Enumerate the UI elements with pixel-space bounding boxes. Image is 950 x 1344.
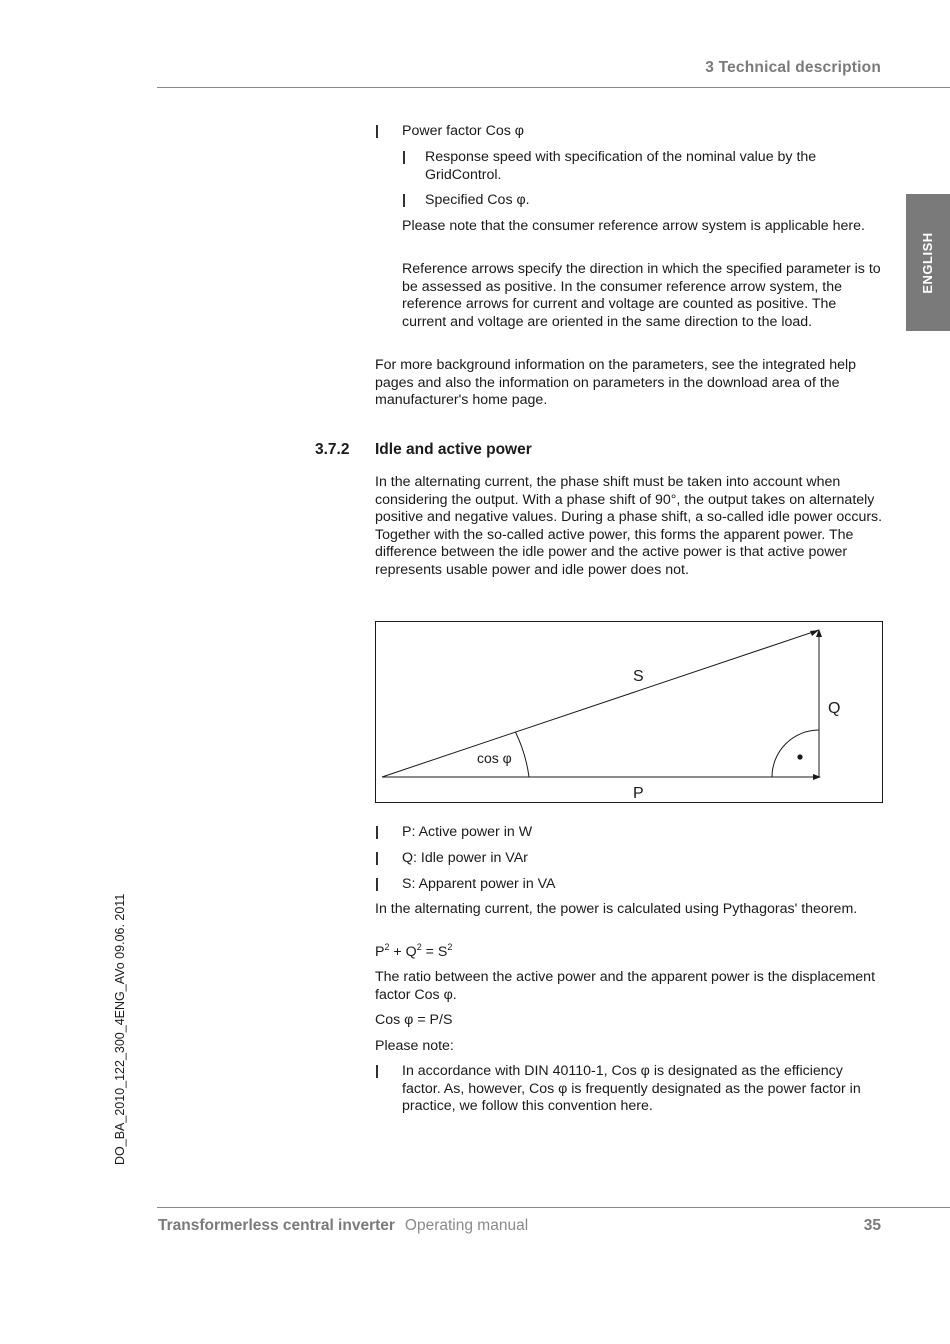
bullet-mark: |: [402, 149, 406, 165]
formula-pythagoras: [375, 944, 883, 962]
formula-exp: 2: [447, 942, 453, 952]
formula-eq-s: = S: [421, 944, 448, 960]
language-tab-label: ENGLISH: [920, 231, 936, 294]
legend-text: Q: Idle power in VAr: [402, 850, 528, 866]
angle-arc: [516, 732, 530, 777]
section-intro: In the alternating current, the phase shift must be taken into account when considering the output. With a phase shift of 90°, the output takes on alternately positive and negative values. During a phase shift, a so-called idle power occurs. Together with the so-called active power, this forms the apparent power. The difference between the idle power and the active power is that active power represents usable power and idle power does not.: [375, 474, 883, 578]
bullet-mark: |: [375, 876, 379, 892]
bullet-mark: |: [375, 1063, 379, 1079]
diagram-frame: [376, 622, 883, 803]
please-note-label: Please note:: [375, 1038, 454, 1054]
page-number: 35: [863, 1217, 881, 1234]
document-code: DO_BA_2010_122_300_4ENG_AVo 09.06. 2011: [113, 893, 127, 1165]
power-triangle-diagram: [375, 621, 883, 803]
label-q: Q: [828, 700, 841, 717]
legend-text: S: Apparent power in VA: [402, 876, 556, 892]
paragraph-background-info: For more background information on the parameters, see the integrated help pages and also the information on parameters in the download area of the manufacturer's home page.: [375, 357, 857, 409]
formula-exp: 2: [384, 942, 390, 952]
note-reference-arrows-explained: Reference arrows specify the direction in which the specified parameter is to be assessed as positive. In the consumer reference arrow system, the reference arrows for current and voltage are counted as positive. The current and voltage are oriented in the same direction to the load.: [402, 261, 881, 330]
bullet-text: Response speed with specification of the nominal value by the GridControl.: [425, 149, 817, 183]
bullet-text: Specified Cos φ.: [425, 192, 530, 208]
label-p: P: [633, 785, 644, 802]
footer-title: [158, 1217, 528, 1235]
formula-plus-q: + Q: [389, 944, 417, 960]
section-title: Idle and active power: [375, 441, 532, 458]
footer-product: Transformerless central inverter: [158, 1217, 395, 1234]
bullet-mark: |: [375, 850, 379, 866]
bullet-mark: |: [375, 123, 379, 139]
arrowhead-p: [813, 774, 821, 780]
header-divider: [157, 87, 950, 88]
header-title: 3 Technical description: [705, 59, 881, 76]
power-triangle-svg: [375, 621, 883, 803]
right-angle-dot: [797, 754, 802, 759]
label-angle: cos φ: [477, 750, 512, 766]
footer-divider: [157, 1207, 950, 1208]
note-reference-arrow: Please note that the consumer reference arrow system is applicable here.: [402, 218, 865, 234]
bullet-mark: |: [402, 192, 406, 208]
label-s: S: [633, 668, 644, 685]
formula-cos: Cos φ = P/S: [375, 1012, 453, 1028]
bullet-mark: |: [375, 824, 379, 840]
right-angle-arc: [772, 730, 819, 777]
paragraph-ratio: The ratio between the active power and the apparent power is the displacement factor Cos φ.: [375, 969, 876, 1003]
bullet-text: Power factor Cos φ: [402, 123, 524, 139]
formula-p: P: [375, 944, 385, 960]
section-number: 3.7.2: [315, 441, 350, 458]
language-tab: [906, 194, 950, 331]
bullet-text: In accordance with DIN 40110-1, Cos φ is designated as the efficiency factor. As, however, Cos φ is frequently designated as the power factor in practice, we follow this convention here.: [402, 1063, 861, 1115]
footer-doc-type: Operating manual: [404, 1217, 529, 1234]
paragraph-pythagoras: In the alternating current, the power is calculated using Pythagoras' theorem.: [375, 901, 858, 917]
vector-s: [382, 630, 819, 777]
legend-text: P: Active power in W: [402, 824, 533, 840]
formula-exp: 2: [416, 942, 422, 952]
